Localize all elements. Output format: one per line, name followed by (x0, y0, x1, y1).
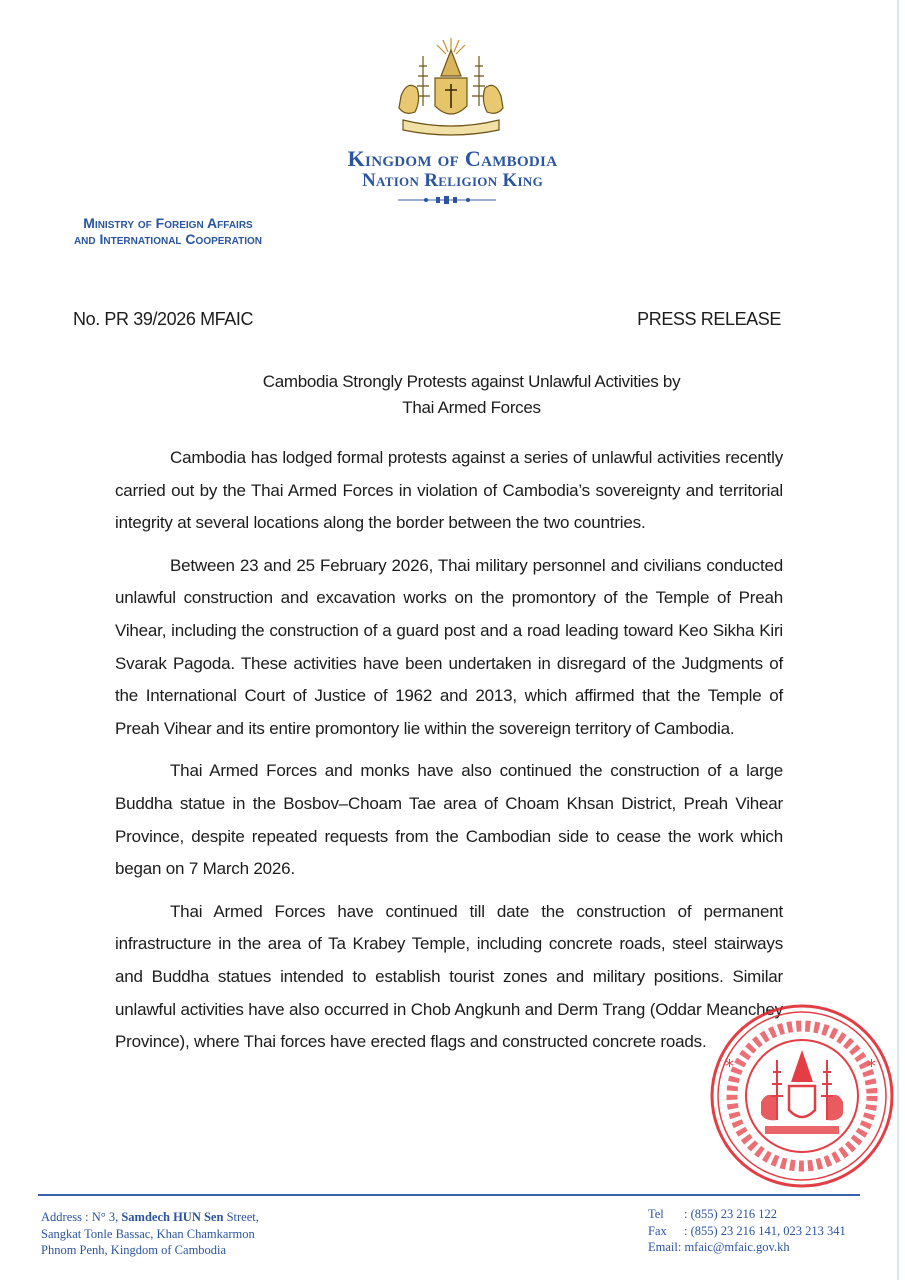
ministry-line-2: and International Cooperation (73, 231, 263, 247)
body-paragraph: Between 23 and 25 February 2026, Thai military personnel and civilians conducted unlawful construction and excavation works on the promontory of the Temple of Preah Vihear, including the construction of a guard post and a road leading toward Keo Sikha Kiri Svarak Pagoda. These activities have been undertaken in disregard of the Judgments of the International Court of Justice of 1962 and 2013, which affirmed that the Temple of Preah Vihear and its entire promontory lie within the sovereign territory of Cambodia. (115, 555, 783, 738)
address-street-name: Samdech HUN Sen (121, 1210, 224, 1224)
fax-row (648, 1223, 846, 1240)
page-edge-line (897, 0, 899, 1280)
footer-address (41, 1209, 259, 1259)
address-line-2: Sangkat Tonle Bassac, Khan Chamkarmon (41, 1226, 255, 1241)
royal-coat-of-arms-icon (393, 36, 509, 140)
press-release-title (0, 369, 905, 421)
fax-value: : (855) 23 216 141, 023 213 341 (684, 1223, 846, 1238)
tel-row (648, 1206, 846, 1223)
decorative-divider-icon (398, 193, 496, 207)
email-row (648, 1239, 846, 1256)
svg-text:*: * (867, 1056, 876, 1077)
body-paragraph: Thai Armed Forces and monks have also continued the construction of a large Buddha statue in the Bosbov–Choam Tae area of Choam Khsan District, Preah Vihear Province, despite repeated requests from the Cambodian side to cease the work which began on 7 March 2026. (115, 761, 783, 879)
email-link[interactable]: : mfaic@mfaic.gov.kh (677, 1240, 790, 1254)
title-line-2: Thai Armed Forces (402, 398, 541, 417)
document-type-label: PRESS RELEASE (637, 309, 781, 329)
ministry-line-1: Ministry of Foreign Affairs (83, 215, 253, 231)
email-label: Email (648, 1240, 678, 1254)
address-line-3: Phnom Penh, Kingdom of Cambodia (41, 1243, 227, 1257)
kingdom-title: Kingdom of Cambodia (347, 146, 558, 171)
national-motto: Nation Religion King (361, 170, 543, 191)
tel-label: Tel (648, 1207, 664, 1221)
body-paragraph: Cambodia has lodged formal protests against a series of unlawful activities recently carried out by the Thai Armed Forces in violation of Cambodia’s sovereignty and territorial integrity at several locations along the border between the two countries. (115, 448, 783, 533)
press-release-body (115, 442, 783, 1069)
reference-number: No. PR 39/2026 MFAIC (73, 309, 254, 329)
footer-divider (38, 1194, 860, 1196)
title-line-1: Cambodia Strongly Protests against Unlawful Activities by (262, 372, 681, 391)
fax-label: Fax (648, 1223, 667, 1238)
footer-contacts (648, 1206, 846, 1256)
ministry-name (38, 215, 298, 247)
svg-text:*: * (725, 1056, 734, 1077)
official-red-seal-icon (707, 1002, 897, 1190)
tel-value: : (855) 23 216 122 (684, 1207, 778, 1221)
body-paragraph: Thai Armed Forces have continued till date the construction of permanent infrastructure in the area of Ta Krabey Temple, including concrete roads, steel stairways and Buddha statues intended to establish tourist zones and military positions. Similar unlawful activities have also occurred in Chob Angkunh and Derm Trang (Oddar Meanchey Province), where Thai forces have erected flags and constructed concrete roads. (115, 901, 783, 1052)
address-street-suffix: Street, (223, 1210, 259, 1224)
address-line-1 (41, 1209, 259, 1226)
address-label: Address : N° 3, (41, 1210, 122, 1224)
